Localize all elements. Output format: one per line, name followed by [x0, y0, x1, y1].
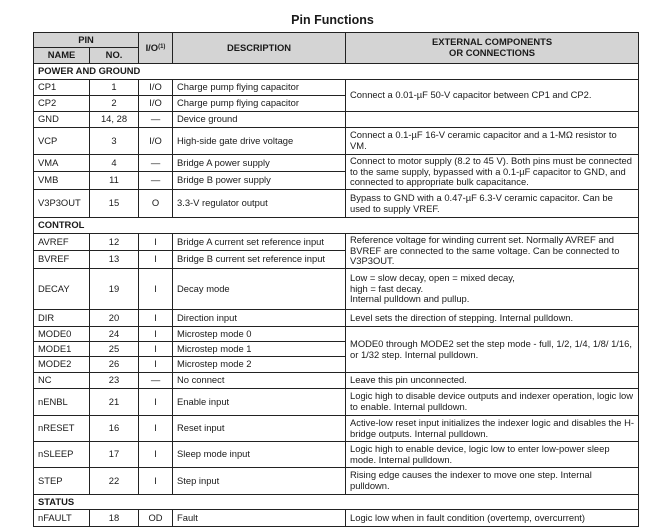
- pin-description: Step input: [173, 468, 346, 495]
- section-power-and-ground: POWER AND GROUND: [34, 64, 639, 80]
- external-line: Internal pulldown and pullup.: [350, 293, 470, 305]
- pin-description: Decay mode: [173, 269, 346, 310]
- header-io-label: I/O: [145, 41, 159, 53]
- pin-description: Microstep mode 2: [173, 357, 346, 373]
- pin-external: [346, 269, 639, 310]
- pin-name: MODE2: [34, 357, 90, 373]
- table-row: [34, 80, 639, 96]
- table-row: [34, 373, 639, 389]
- pin-name: nFAULT: [34, 510, 90, 527]
- pin-external: Logic high to enable device, logic low to enter low-power sleep mode. Internal pulldown.: [346, 442, 639, 468]
- pin-external: Connect to motor supply (8.2 to 45 V). Both pins must be connected to the same supply, bypassed with a 0.1-µF capacitor to GND, and connected to appropriate bulk capacitance.: [346, 155, 639, 190]
- external-line: high = fast decay.: [350, 282, 424, 294]
- pin-description: Charge pump flying capacitor: [173, 96, 346, 112]
- pin-description: Bridge B power supply: [173, 172, 346, 190]
- pin-number: 12: [90, 234, 139, 251]
- external-line: Low = slow decay, open = mixed decay,: [350, 272, 515, 284]
- pin-external: Connect a 0.01-µF 50-V capacitor between CP1 and CP2.: [346, 80, 639, 112]
- header-pin: PIN: [34, 33, 139, 48]
- pin-io: OD: [139, 510, 173, 527]
- table-row: [34, 190, 639, 218]
- table-row: [34, 112, 639, 128]
- pin-name: nSLEEP: [34, 442, 90, 468]
- pin-description: Charge pump flying capacitor: [173, 80, 346, 96]
- pin-number: 13: [90, 251, 139, 269]
- pin-name: V3P3OUT: [34, 190, 90, 218]
- pin-external: Level sets the direction of stepping. Internal pulldown.: [346, 310, 639, 327]
- pin-name: NC: [34, 373, 90, 389]
- table-row: [34, 510, 639, 527]
- pin-name: nENBL: [34, 389, 90, 416]
- pin-external: Active-low reset input initializes the indexer logic and disables the H-bridge outputs. Internal pulldown.: [346, 416, 639, 442]
- header-external: [346, 33, 639, 64]
- header-name: NAME: [34, 48, 90, 64]
- pin-external: Rising edge causes the indexer to move one step. Internal pulldown.: [346, 468, 639, 495]
- pin-io: I: [139, 442, 173, 468]
- table-row: [34, 269, 639, 310]
- pin-io: I: [139, 234, 173, 251]
- pin-number: 25: [90, 342, 139, 357]
- header-external-line1: EXTERNAL COMPONENTS: [431, 36, 553, 48]
- pin-io: I: [139, 416, 173, 442]
- pin-name: CP1: [34, 80, 90, 96]
- pin-io: I: [139, 327, 173, 342]
- pin-number: 18: [90, 510, 139, 527]
- pin-number: 2: [90, 96, 139, 112]
- pin-external: Logic high to disable device outputs and indexer operation, logic low to enable. Internal pulldown.: [346, 389, 639, 416]
- pin-name: AVREF: [34, 234, 90, 251]
- pin-io: I: [139, 269, 173, 310]
- pin-external: [346, 112, 639, 128]
- pin-description: No connect: [173, 373, 346, 389]
- pin-description: Direction input: [173, 310, 346, 327]
- pin-number: 24: [90, 327, 139, 342]
- pin-number: 11: [90, 172, 139, 190]
- pin-io: O: [139, 190, 173, 218]
- pin-name: MODE1: [34, 342, 90, 357]
- table-row: [34, 389, 639, 416]
- pin-io: I: [139, 342, 173, 357]
- section-status: STATUS: [34, 495, 639, 510]
- pin-number: 3: [90, 128, 139, 155]
- table-row: [34, 327, 639, 342]
- pin-description: 3.3-V regulator output: [173, 190, 346, 218]
- pin-name: VCP: [34, 128, 90, 155]
- table-row: [34, 155, 639, 172]
- pin-functions-table: [33, 32, 639, 527]
- pin-description: Enable input: [173, 389, 346, 416]
- pin-name: STEP: [34, 468, 90, 495]
- pin-description: Microstep mode 0: [173, 327, 346, 342]
- pin-io: —: [139, 112, 173, 128]
- pin-io: I: [139, 310, 173, 327]
- table-row: [34, 234, 639, 251]
- pin-description: Device ground: [173, 112, 346, 128]
- pin-name: nRESET: [34, 416, 90, 442]
- pin-name: GND: [34, 112, 90, 128]
- pin-number: 19: [90, 269, 139, 310]
- footnote-ref: (1): [158, 43, 166, 50]
- pin-number: 4: [90, 155, 139, 172]
- table-row: [34, 128, 639, 155]
- pin-io: I/O: [139, 80, 173, 96]
- pin-number: 15: [90, 190, 139, 218]
- pin-number: 26: [90, 357, 139, 373]
- section-control: CONTROL: [34, 218, 639, 234]
- pin-description: Reset input: [173, 416, 346, 442]
- pin-number: 23: [90, 373, 139, 389]
- pin-number: 22: [90, 468, 139, 495]
- pin-external: Connect a 0.1-µF 16-V ceramic capacitor and a 1-MΩ resistor to VM.: [346, 128, 639, 155]
- pin-name: VMB: [34, 172, 90, 190]
- table-row: [34, 416, 639, 442]
- pin-external: Reference voltage for winding current set. Normally AVREF and BVREF are connected to the same voltage. Can be connected to V3P3OUT.: [346, 234, 639, 269]
- table-row: [34, 468, 639, 495]
- pin-io: —: [139, 172, 173, 190]
- pin-io: —: [139, 373, 173, 389]
- header-no: NO.: [90, 48, 139, 64]
- pin-external: Bypass to GND with a 0.47-µF 6.3-V ceramic capacitor. Can be used to supply VREF.: [346, 190, 639, 218]
- pin-number: 17: [90, 442, 139, 468]
- table-row: [34, 442, 639, 468]
- pin-name: MODE0: [34, 327, 90, 342]
- header-external-line2: OR CONNECTIONS: [449, 47, 535, 58]
- pin-description: Sleep mode input: [173, 442, 346, 468]
- pin-description: Microstep mode 1: [173, 342, 346, 357]
- pin-external: Leave this pin unconnected.: [346, 373, 639, 389]
- pin-external: MODE0 through MODE2 set the step mode - full, 1/2, 1/4, 1/8/ 1/16, or 1/32 step. Internal pulldown.: [346, 327, 639, 373]
- pin-io: I: [139, 251, 173, 269]
- pin-description: High-side gate drive voltage: [173, 128, 346, 155]
- pin-io: I: [139, 468, 173, 495]
- pin-number: 14, 28: [90, 112, 139, 128]
- pin-name: DIR: [34, 310, 90, 327]
- table-row: [34, 310, 639, 327]
- pin-io: I/O: [139, 128, 173, 155]
- pin-name: BVREF: [34, 251, 90, 269]
- table-title: Pin Functions: [291, 13, 374, 27]
- pin-number: 21: [90, 389, 139, 416]
- pin-number: 16: [90, 416, 139, 442]
- pin-io: I: [139, 357, 173, 373]
- pin-number: 1: [90, 80, 139, 96]
- pin-name: VMA: [34, 155, 90, 172]
- header-description: DESCRIPTION: [173, 33, 346, 64]
- header-io: [139, 33, 173, 64]
- pin-description: Fault: [173, 510, 346, 527]
- pin-description: Bridge A current set reference input: [173, 234, 346, 251]
- pin-number: 20: [90, 310, 139, 327]
- pin-io: I: [139, 389, 173, 416]
- pin-io: I/O: [139, 96, 173, 112]
- pin-description: Bridge A power supply: [173, 155, 346, 172]
- pin-name: DECAY: [34, 269, 90, 310]
- pin-description: Bridge B current set reference input: [173, 251, 346, 269]
- pin-io: —: [139, 155, 173, 172]
- pin-external: Logic low when in fault condition (overtemp, overcurrent): [346, 510, 639, 527]
- pin-name: CP2: [34, 96, 90, 112]
